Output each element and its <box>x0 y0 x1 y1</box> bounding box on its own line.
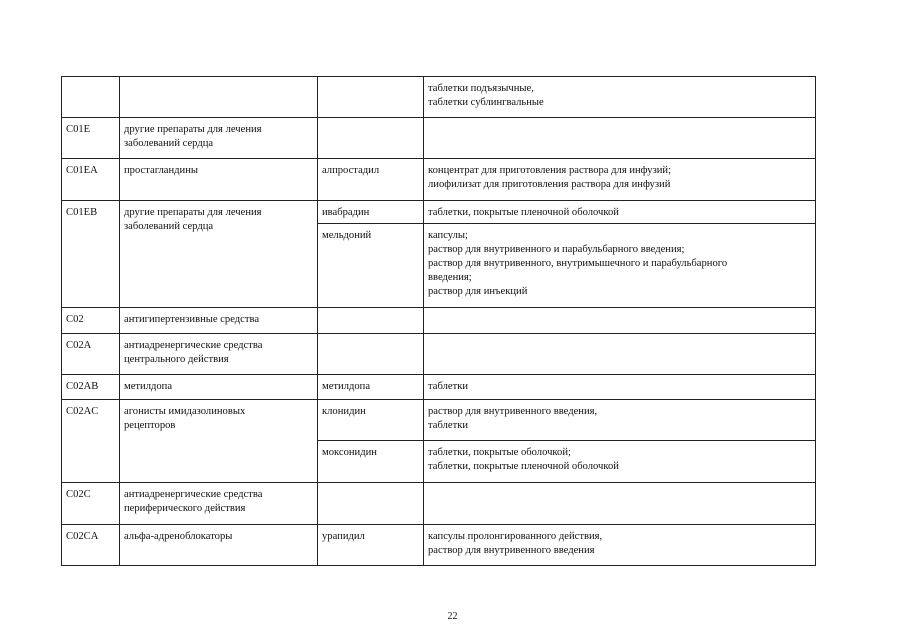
table-row <box>62 400 816 441</box>
atc-code-cell: C02 <box>62 308 120 334</box>
group-cell: другие препараты для лечения заболеваний сердца <box>120 201 318 308</box>
group-cell: метилдопа <box>120 375 318 400</box>
table-row <box>62 308 816 334</box>
table-row <box>62 525 816 566</box>
group-cell: антиадренергические средства центрального действия <box>120 334 318 375</box>
drug-cell <box>318 483 424 525</box>
group-cell: альфа-адреноблокаторы <box>120 525 318 566</box>
table-row <box>62 159 816 201</box>
drug-cell: алпростадил <box>318 159 424 201</box>
atc-code-cell <box>62 77 120 118</box>
drug-cell <box>318 308 424 334</box>
table-row <box>62 118 816 159</box>
atc-code-cell: C02AC <box>62 400 120 483</box>
table-row <box>62 201 816 224</box>
drug-cell <box>318 118 424 159</box>
group-cell: антиадренергические средства периферического действия <box>120 483 318 525</box>
forms-cell: таблетки, покрытые пленочной оболочкой <box>424 201 816 224</box>
table-row <box>62 483 816 525</box>
forms-cell <box>424 483 816 525</box>
drug-cell: клонидин <box>318 400 424 441</box>
page-number: 22 <box>447 611 458 622</box>
forms-cell: раствор для внутривенного введения, таблетки <box>424 400 816 441</box>
forms-cell: капсулы; раствор для внутривенного и парабульбарного введения; раствор для внутривенного, внутримышечного и парабульбарного введения; раствор для инъекций <box>424 224 816 308</box>
group-cell: простагландины <box>120 159 318 201</box>
group-cell <box>120 77 318 118</box>
atc-code-cell: C02CA <box>62 525 120 566</box>
forms-cell <box>424 118 816 159</box>
drug-table <box>61 76 816 566</box>
drug-cell: урапидил <box>318 525 424 566</box>
forms-cell: таблетки, покрытые оболочкой; таблетки, покрытые пленочной оболочкой <box>424 441 816 483</box>
atc-code-cell: C02C <box>62 483 120 525</box>
atc-code-cell: C01EA <box>62 159 120 201</box>
forms-cell <box>424 308 816 334</box>
drug-cell <box>318 334 424 375</box>
forms-cell: таблетки подъязычные, таблетки сублингвальные <box>424 77 816 118</box>
drug-cell: метилдопа <box>318 375 424 400</box>
atc-code-cell: C02A <box>62 334 120 375</box>
drug-cell: ивабрадин <box>318 201 424 224</box>
drug-cell: моксонидин <box>318 441 424 483</box>
atc-code-cell: C02AB <box>62 375 120 400</box>
atc-code-cell: C01EB <box>62 201 120 308</box>
forms-cell: таблетки <box>424 375 816 400</box>
drug-cell: мельдоний <box>318 224 424 308</box>
drug-cell <box>318 77 424 118</box>
group-cell: агонисты имидазолиновых рецепторов <box>120 400 318 483</box>
group-cell: другие препараты для лечения заболеваний сердца <box>120 118 318 159</box>
forms-cell: капсулы пролонгированного действия, раствор для внутривенного введения <box>424 525 816 566</box>
forms-cell <box>424 334 816 375</box>
table-row <box>62 375 816 400</box>
group-cell: антигипертензивные средства <box>120 308 318 334</box>
table-row <box>62 77 816 118</box>
forms-cell: концентрат для приготовления раствора для инфузий; лиофилизат для приготовления раствора для инфузий <box>424 159 816 201</box>
atc-code-cell: C01E <box>62 118 120 159</box>
table-row <box>62 334 816 375</box>
